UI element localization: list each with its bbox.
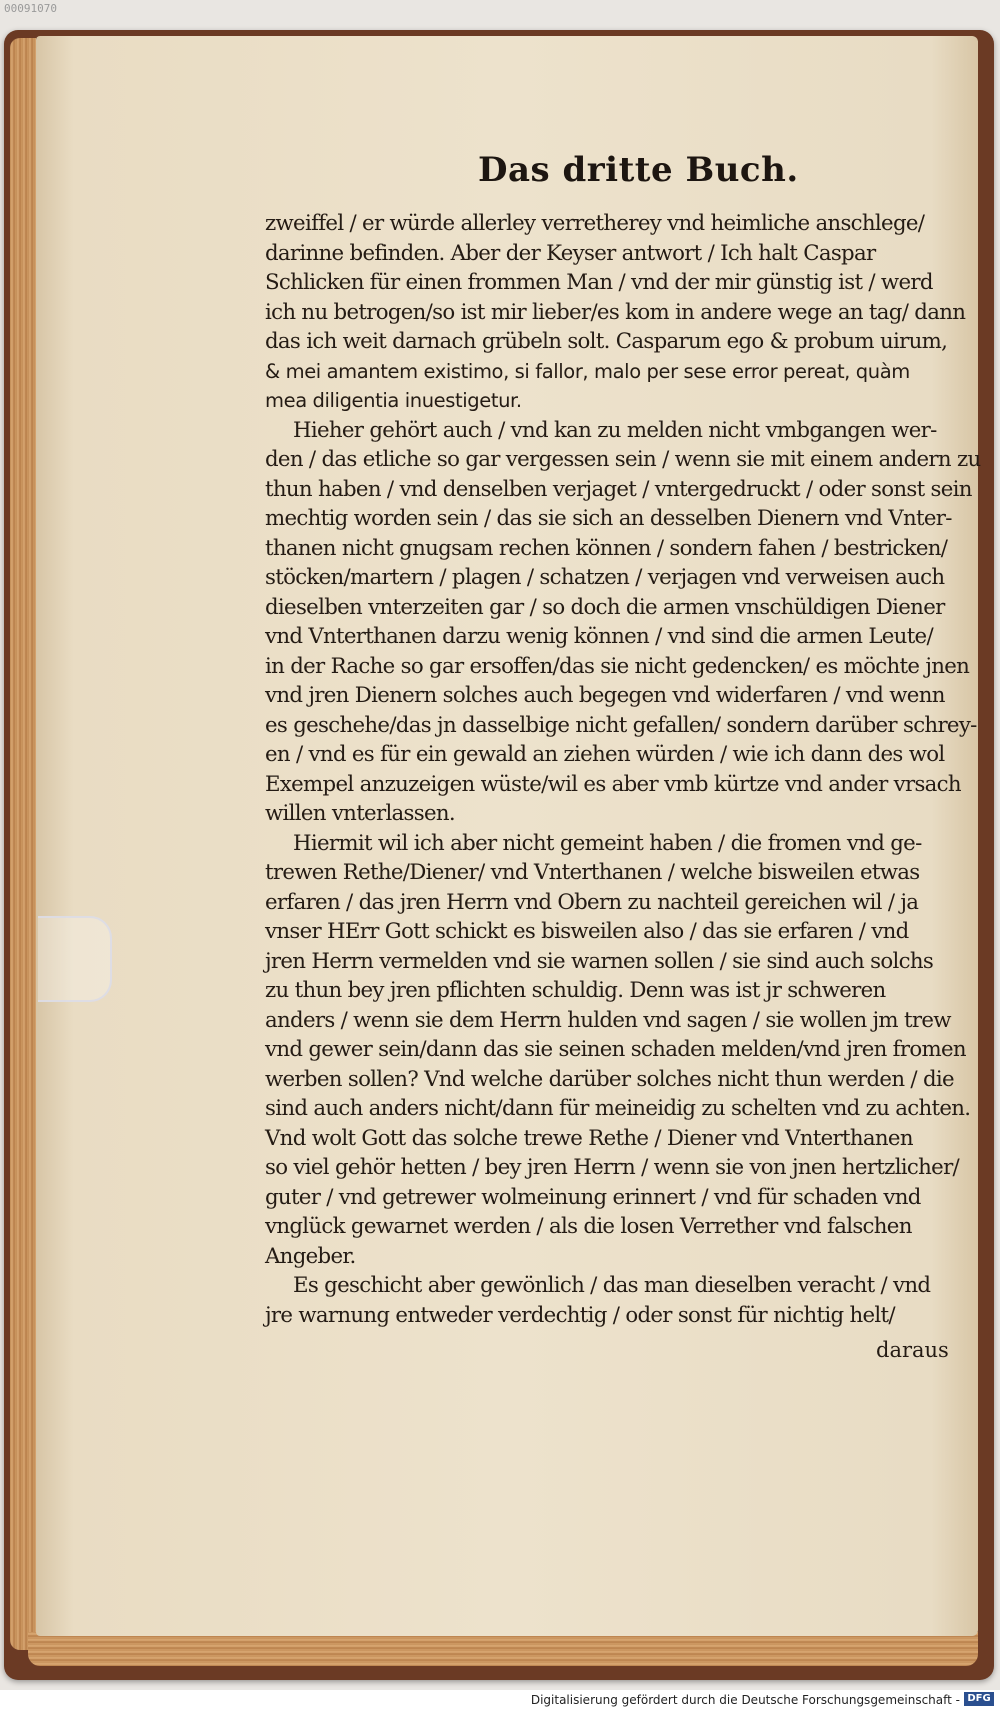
text-line: vnglück gewarnet werden / als die losen Verrether vnd falschen: [265, 1214, 912, 1239]
text-line: guter / vnd getrewer wolmeinung erinnert / vnd für schaden vnd: [265, 1184, 921, 1210]
text-line: willen vnterlassen.: [265, 801, 455, 826]
text-line: thun haben / vnd denselben verjaget / vntergedruckt / oder sonst sein: [265, 476, 972, 502]
page-edges-left: [10, 38, 36, 1650]
text-line: mechtig worden sein / das sie sich an desselben Dienern vnd Vnter-: [265, 506, 952, 531]
text-line: in der Rache so gar ersoffen/das sie nicht gedencken/ es möchte jnen: [265, 653, 970, 679]
text-line: trewen Rethe/Diener/ vnd Vnterthanen / welche bisweilen etwas: [265, 860, 920, 885]
text-line: es geschehe/das jn dasselbige nicht gefallen/ sondern darüber schrey-: [265, 712, 977, 738]
text-line: den / das etliche so gar vergessen sein / wenn sie mit einem andern zu: [265, 447, 981, 472]
text-line: thanen nicht gnugsam rechen können / sondern fahen / bestricken/: [265, 535, 948, 561]
text-line: das ich weit darnach grübeln solt. Casparum ego & probum uirum,: [265, 329, 948, 354]
text-line: stöcken/martern / plagen / schatzen / verjagen vnd verweisen auch: [265, 565, 945, 590]
text-line: vnser HErr Gott schickt es bisweilen also / das sie erfaren / vnd: [265, 919, 909, 944]
text-line: en / vnd es für ein gewald an ziehen würden / wie ich dann des wol: [265, 742, 945, 767]
text-line: Exempel anzuzeigen wüste/wil es aber vmb kürtze vnd ander vrsach: [265, 771, 961, 797]
text-line: werben sollen? Vnd welche darüber solches nicht thun werden / die: [265, 1066, 954, 1092]
text-line: Schlicken für einen frommen Man / vnd der mir günstig ist / werd: [265, 270, 933, 295]
text-line: vnd gewer sein/dann das sie seinen schaden melden/vnd jren fromen: [265, 1037, 966, 1062]
text-line: anders / wenn sie dem Herrn hulden vnd sagen / sie wollen jm trew: [265, 1007, 951, 1033]
page-edges-bottom: [28, 1632, 978, 1666]
text-line: & mei amantem existimo, si fallor, malo per sese error pereat, quàm: [265, 359, 910, 383]
text-line: zu thun bey jren pflichten schuldig. Denn was ist jr schweren: [265, 978, 886, 1003]
text-line: Vnd wolt Gott das solche trewe Rethe / Diener vnd Vnterthanen: [265, 1125, 913, 1151]
running-header: Das dritte Buch.: [478, 150, 799, 190]
text-line: jre warnung entweder verdechtig / oder sonst für nichtig helt/: [265, 1302, 895, 1328]
page-body-text: [265, 209, 981, 1330]
text-line: so viel gehör hetten / bey jren Herrn / wenn sie von jnen hertzlicher/: [265, 1155, 960, 1180]
text-line: mea diligentia inuestigetur.: [265, 389, 522, 412]
footer-credit: Digitalisierung gefördert durch die Deutsche Forschungsgemeinschaft -: [530, 1693, 960, 1707]
dfg-logo-icon: DFG: [964, 1692, 994, 1706]
page-clip: [38, 916, 112, 1002]
text-line: zweiffel / er würde allerley verretherey vnd heimliche anschlege/: [265, 211, 925, 236]
catchword: daraus: [876, 1338, 949, 1362]
text-line: vnd jren Dienern solches auch begegen vnd widerfaren / vnd wenn: [265, 683, 945, 708]
text-line: erfaren / das jren Herrn vnd Obern zu nachteil gereichen wil / ja: [265, 889, 919, 915]
text-line: Es geschicht aber gewönlich / das man dieselben veracht / vnd: [293, 1273, 931, 1298]
text-line: sind auch anders nicht/dann für meineidig zu schelten vnd zu achten.: [265, 1096, 971, 1121]
text-line: Hieher gehört auch / vnd kan zu melden nicht vmbgangen wer-: [293, 417, 937, 443]
text-line: dieselben vnterzeiten gar / so doch die armen vnschüldigen Diener: [265, 594, 945, 620]
text-line: Angeber.: [265, 1243, 356, 1269]
text-line: ich nu betrogen/so ist mir lieber/es kom in andere wege an tag/ dann: [265, 299, 966, 325]
scan-id-label: 00091070: [4, 2, 57, 15]
text-line: Hiermit wil ich aber nicht gemeint haben / die fromen vnd ge-: [293, 830, 922, 856]
text-line: darinne befinden. Aber der Keyser antwort / Ich halt Caspar: [265, 240, 876, 266]
text-line: vnd Vnterthanen darzu wenig können / vnd sind die armen Leute/: [265, 624, 933, 649]
text-line: jren Herrn vermelden vnd sie warnen sollen / sie sind auch solchs: [265, 948, 934, 974]
